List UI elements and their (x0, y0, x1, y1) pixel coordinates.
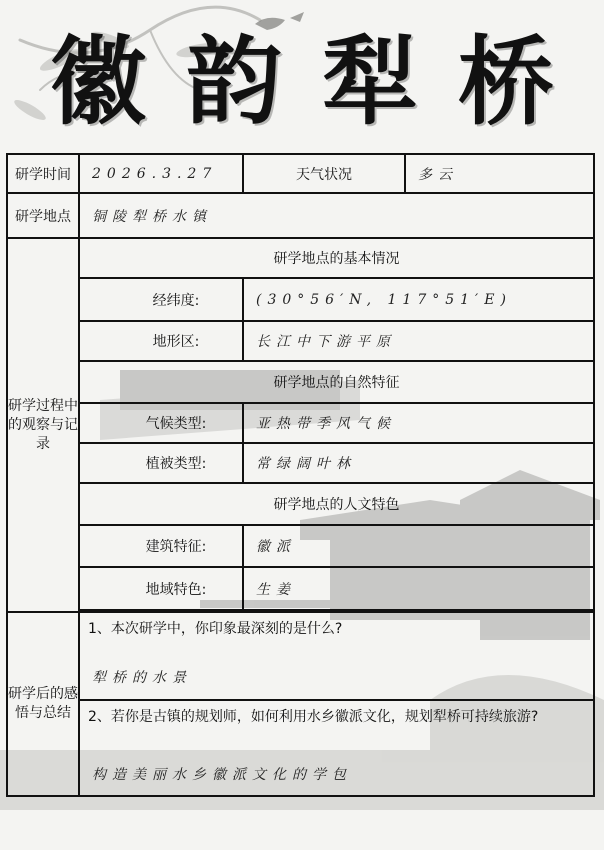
climate-label: 气候类型: (79, 403, 243, 443)
vegetation-value[interactable]: 常绿阔叶林 (243, 443, 594, 483)
study-record-form (6, 153, 595, 797)
page-title (0, 22, 604, 142)
terrain-label: 地形区: (79, 321, 243, 361)
reflection-label: 研学后的感悟与总结 (7, 612, 79, 796)
process-label: 研学过程中的观察与记录 (7, 238, 79, 612)
row-study-time (7, 154, 594, 193)
study-time-label: 研学时间 (7, 154, 79, 193)
latlon-value[interactable]: (30°56′N, 117°51′E) (243, 278, 594, 321)
basic-info-header: 研学地点的基本情况 (79, 238, 594, 278)
regional-value[interactable]: 生姜 (243, 567, 594, 610)
title-char-1: 徽 (50, 25, 146, 138)
question-1: 1、本次研学中，你印象最深刻的是什么? (79, 612, 594, 654)
vegetation-label: 植被类型: (79, 443, 243, 483)
row-terrain (7, 321, 594, 361)
human-features-header: 研学地点的人文特色 (79, 483, 594, 525)
weather-value[interactable]: 多云 (405, 154, 594, 193)
terrain-value[interactable]: 长江中下游平原 (243, 321, 594, 361)
title-char-3: 犁 (322, 25, 418, 138)
row-architecture (7, 525, 594, 567)
study-time-value[interactable]: 2026.3.27 (79, 154, 243, 193)
regional-label: 地域特色: (79, 567, 243, 610)
study-place-value[interactable]: 铜陵犁桥水镇 (79, 193, 594, 238)
natural-features-header: 研学地点的自然特征 (79, 361, 594, 403)
architecture-value[interactable]: 徽派 (243, 525, 594, 567)
question-2: 2、若你是古镇的规划师，如何利用水乡徽派文化，规划犁桥可持续旅游? (79, 700, 594, 752)
climate-value[interactable]: 亚热带季风气候 (243, 403, 594, 443)
study-place-label: 研学地点 (7, 193, 79, 238)
answer-2[interactable]: 构造美丽水乡徽派文化的学包 (79, 752, 594, 796)
row-vegetation (7, 443, 594, 483)
architecture-label: 建筑特征: (79, 525, 243, 567)
weather-label: 天气状况 (243, 154, 405, 193)
answer-1[interactable]: 犁桥的水景 (79, 654, 594, 700)
row-study-place (7, 193, 594, 238)
title-char-2: 韵 (186, 25, 282, 138)
row-latlon (7, 278, 594, 321)
title-char-4: 桥 (458, 25, 554, 138)
row-climate (7, 403, 594, 443)
row-regional (7, 567, 594, 610)
latlon-label: 经纬度: (79, 278, 243, 321)
